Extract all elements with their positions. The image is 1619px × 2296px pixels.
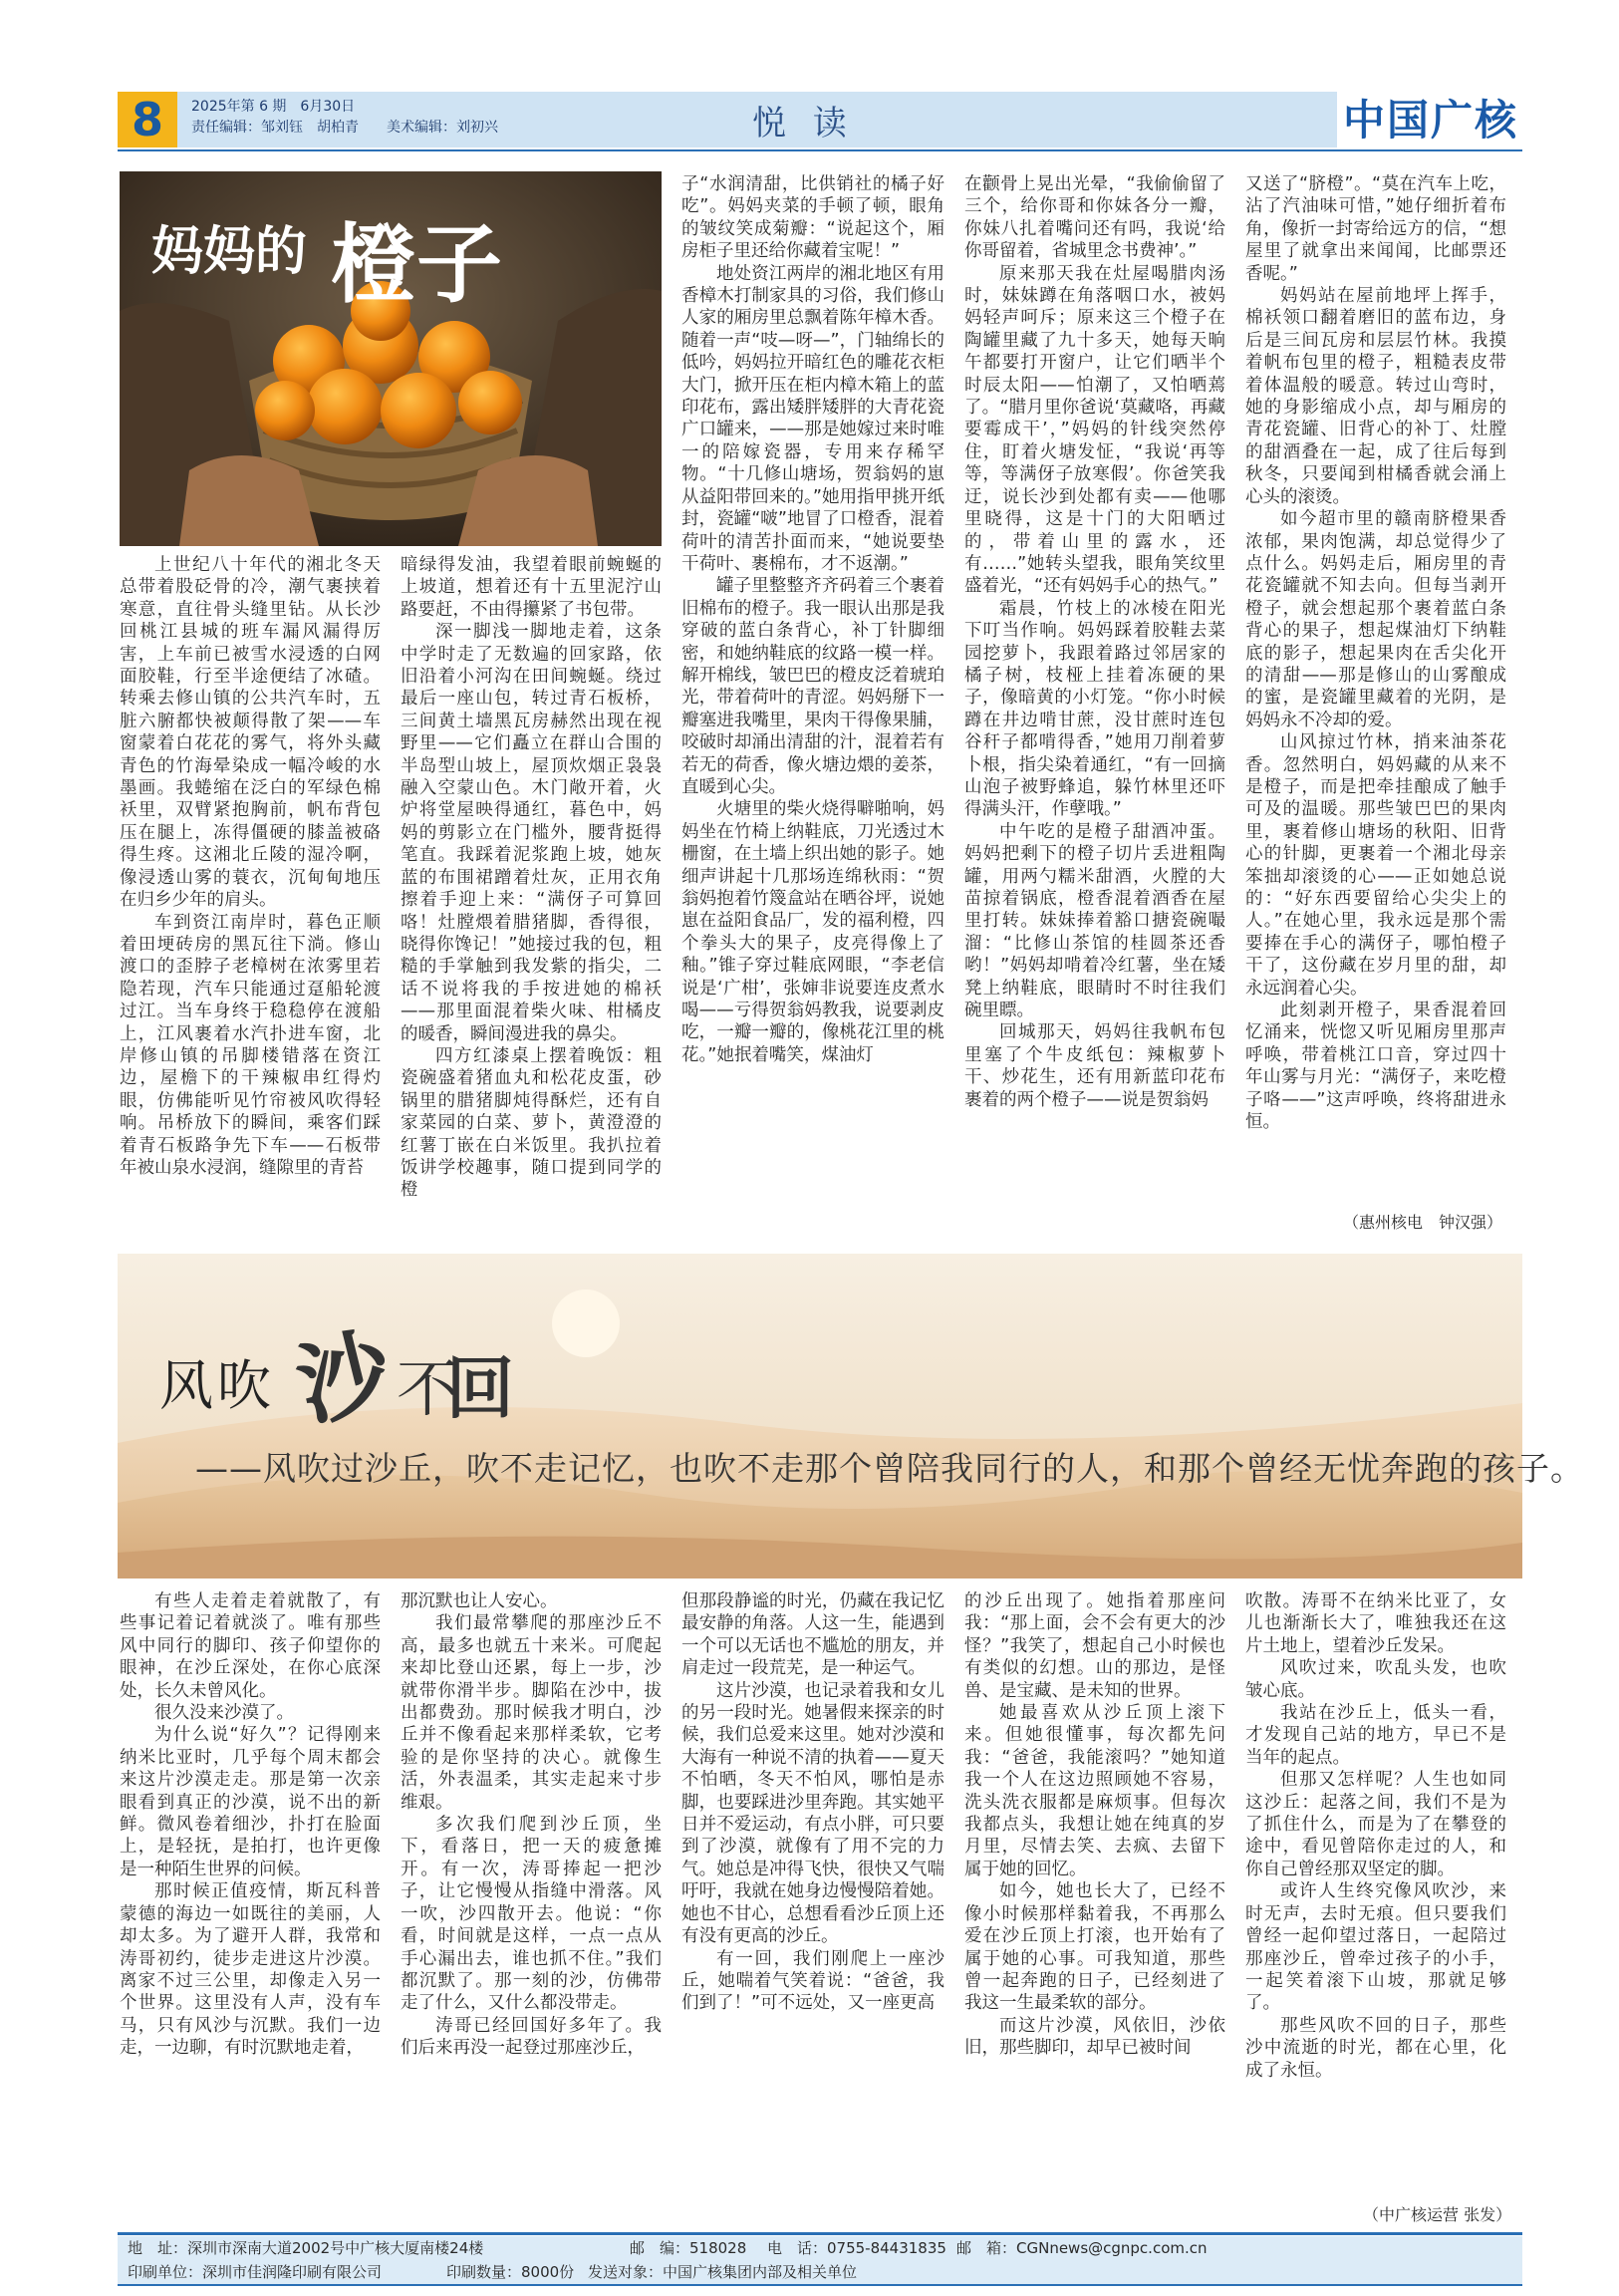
footer-email: 邮 箱：CGNnews@cgnpc.com.cn	[956, 2239, 1208, 2257]
paragraph: 深一脚浅一脚地走着，这条中学时走了无数遍的回家路，依旧沿着小河沟在田间蜿蜒。绕过最后一座山包，转过青石板桥，三间黄土墙黑瓦房赫然出现在视野里——它们矗立在群山合围的半岛型山坡上，屋顶炊烟正袅袅融入空蒙山色。木门敞开着，火炉将堂屋映得通红，暮色中，妈妈的剪影立在门槛外，腰背挺得笔直。我踩着泥浆跑上坡，她灰蓝的布围裙蹭着灶灰，正用衣角擦着手迎上来：“满伢子可算回咯！灶膛煨着腊猪脚，香得很，晓得你馋记！”她接过我的包，粗糙的手掌触到我发紫的指尖，二话不说将我的手按进她的棉袄——那里面混着柴火味、柑橘皮的暖香，瞬间漫进我的鼻尖。	[401, 622, 662, 1044]
paragraph: 我们最常攀爬的那座沙丘不高，最多也就五十来米。可爬起来却比登山还累，每上一步，沙就带你滑半步。脚陷在沙中，拔出都费劲。那时候我才明白，沙丘并不像看起来那样柔软，它考验的是你坚持的决心。就像生活，外表温柔，其实走起来寸步维艰。	[401, 1613, 662, 1813]
paragraph: 四方红漆桌上摆着晚饭：粗瓷碗盛着猪血丸和松花皮蛋，砂锅里的腊猪脚炖得酥烂，还有自家菜园的白菜、萝卜，黄澄澄的红薯丁嵌在白米饭里。我扒拉着饭讲学校趣事，随口提到同学的橙	[401, 1045, 662, 1201]
paragraph: 回城那天，妈妈往我帆布包里塞了个牛皮纸包：辣椒萝卜干、炒花生，还有用新蓝印花布裹着的两个橙子——说是贺翁妈	[964, 1022, 1225, 1110]
article2-byline: （中广核运营 张发）	[1363, 2205, 1512, 2224]
footer-printer: 印刷单位：深圳市佳润隆印刷有限公司	[128, 2263, 383, 2281]
paragraph: 暗绿得发油，我望着眼前蜿蜒的上坡道，想着还有十五里泥泞山路要赶，不由得攥紧了书包带。	[401, 555, 662, 620]
article1-column-3	[681, 173, 944, 1066]
paragraph: 但那又怎样呢？人生也如同这沙丘：起落之间，我们不是为了抓住什么，而是为了在攀登的途中，看见曾陪你走过的人，和你自己曾经那双坚定的脚。	[1245, 1770, 1506, 1879]
newspaper-logo: 中国广核	[1343, 96, 1519, 144]
paragraph: 但那段静谧的时光，仍藏在我记忆最安静的角落。人这一生，能遇到一个可以无话也不尴尬的朋友，并肩走过一段荒芜，是一种运气。	[681, 1591, 944, 1679]
footer-postcode: 邮 编：518028	[630, 2239, 747, 2257]
footer-address: 地 址：深圳市深南大道2002号中广核大厦南楼24楼	[128, 2239, 484, 2257]
paragraph: 而这片沙漠，风依旧，沙依旧，那些脚印，却早已被时间	[964, 2015, 1225, 2059]
footer-quantity: 印刷数量：8000份	[446, 2263, 575, 2281]
article2-column-2	[401, 1590, 662, 2060]
paragraph: 或许人生终究像风吹沙，来时无声，去时无痕。但只要我们曾经一起仰望过落日，一起陪过那座沙丘，曾牵过孩子的小手，一起笑着滚下山坡，那就足够了。	[1245, 1881, 1506, 2014]
paragraph: 那沉默也让人安心。	[401, 1591, 558, 1611]
paragraph: 那些风吹不回的日子，那些沙中流逝的时光，都在心里，化成了永恒。	[1245, 2015, 1506, 2081]
article1-column-4	[964, 173, 1225, 1111]
paragraph: 地处资江两岸的湘北地区有用香樟木打制家具的习俗，我们修山人家的厢房里总飘着陈年樟木香。随着一声“吱—呀—”，门轴绵长的低吟，妈妈拉开暗红色的雕花衣柜大门，掀开压在柜内樟木箱上的蓝印花布，露出矮胖矮胖的大青花瓷广口罐来，——那是她嫁过来时唯一的陪嫁瓷器，专用来存稀罕物。“十几修山塘场，贺翁妈的崽从益阳带回来的。”她用指甲挑开纸封，瓷罐“啵”地冒了口橙香，混着荷叶的清苦扑面而来，“她说要垫干荷叶、裹棉布，才不返潮。”	[681, 263, 944, 574]
article2-title-part1: 风吹	[159, 1354, 275, 1417]
paragraph: 罐子里整整齐齐码着三个裹着旧棉布的橙子。我一眼认出那是我穿破的蓝白条背心，补丁针脚细密，和她纳鞋底的纹路一模一样。解开棉线，皱巴巴的橙皮泛着琥珀光，带着荷叶的青涩。妈妈掰下一瓣塞进我嘴里，果肉干得像果脯，咬破时却涌出清甜的汁，混着若有若无的荷香，像火塘边煨的姜茶，直暖到心尖。	[681, 576, 944, 797]
paragraph: 霜晨，竹枝上的冰棱在阳光下叮当作响。妈妈踩着胶鞋去菜园挖萝卜，我跟着路过邻居家的橘子树，枝桠上挂着冻硬的果子，像暗黄的小灯笼。“你小时候蹲在井边啃甘蔗，没甘蔗时连包谷秆子都啃得香，”她用刀削着萝卜根，指尖染着通红，“有一回摘山泡子被野蜂追，躲竹林里还吓得满头汗，作孽哦。”	[964, 598, 1225, 820]
footer-distribution: 发送对象：中国广核集团内部及相关单位	[588, 2263, 858, 2281]
editors-line: 责任编辑：邹刘钰 胡柏青 美术编辑：刘初兴	[191, 120, 498, 136]
paragraph: 涛哥已经回国好多年了。我们后来再没一起登过那座沙丘，	[401, 2015, 662, 2059]
article2-subtitle: ——风吹过沙丘，吹不走记忆，也吹不走那个曾陪我同行的人，和那个曾经无忧奔跑的孩子。	[195, 1449, 1584, 1488]
paragraph: 如今，她也长大了，已经不像小时候那样黏着我，不再那么爱在沙丘顶上打滚，也开始有了属于她的心事。可我知道，那些曾一起奔跑的日子，已经刻进了我这一生最柔软的部分。	[964, 1881, 1225, 2014]
paragraph: 上世纪八十年代的湘北冬天总带着股砭骨的冷，潮气裹挟着寒意，直往骨头缝里钻。从长沙回桃江县城的班车漏风漏得厉害，上车前已被雪水浸透的白网面胶鞋，行至半途便结了冰碴。转乘去修山镇的公共汽车时，五脏六腑都快被颠得散了架——车窗蒙着白花花的雾气，将外头藏青色的竹海晕染成一幅冷峻的水墨画。我蜷缩在泛白的军绿色棉袄里，双臂紧抱胸前，帆布背包压在腿上，冻得僵硬的膝盖被硌得生疼。这湘北丘陵的湿冷啊，像浸透山雾的蓑衣，沉甸甸地压在归乡少年的肩头。	[120, 555, 381, 911]
footer-rule-bottom	[118, 2284, 1522, 2286]
paragraph: 为什么说“好久”？记得刚来纳米比亚时，几乎每个周末都会来这片沙漠走走。那是第一次亲眼看到真正的沙漠，说不出的新鲜。微风卷着细沙，扑打在脸面上，是轻抚，是拍打，也许更像是一种陌生世界的问候。	[120, 1725, 381, 1879]
paragraph: 风吹过来，吹乱头发，也吹皱心底。	[1245, 1658, 1506, 1701]
paragraph: 多次我们爬到沙丘顶，坐下，看落日，把一天的疲惫摊开。有一次，涛哥捧起一把沙子，让它慢慢从指缝中滑落。风一吹，沙四散开去。他说：“你看，时间就是这样，一点一点从手心漏出去，谁也抓不住。”我们都沉默了。那一刻的沙，仿佛带走了什么，又什么都没带走。	[401, 1815, 662, 2014]
article2-title-sha: 沙	[286, 1314, 403, 1442]
paragraph: 那时候正值疫情，斯瓦科普蒙德的海边一如既往的美丽，人却太多。为了避开人群，我常和涛哥初约，徒步走进这片沙漠。离家不过三公里，却像走入另一个世界。这里没有人声，没有车马，只有风沙与沉默。我们一边走，一边聊，有时沉默地走着，	[120, 1881, 381, 2059]
article1-column-5	[1245, 173, 1506, 1133]
paragraph: 妈妈站在屋前地坪上挥手，棉袄领口翻着磨旧的蓝布边，身后是三间瓦房和层层竹林。我摸着帆布包里的橙子，粗糙表皮带着体温般的暖意。转过山弯时，她的身影缩成小点，却与厢房的青花瓷罐、旧背心的补丁、灶膛的甜酒叠在一起，成了往后每到秋冬，只要闻到柑橘香就会涌上心头的滚烫。	[1245, 286, 1506, 507]
paragraph: 在颧骨上晃出光晕，“我偷偷留了三个，给你哥和你妹各分一瓣，你妹八扎着嘴问还有吗，我说‘给你哥留着，省城里念书费神’。”	[964, 174, 1225, 262]
paragraph: 火塘里的柴火烧得噼啪响，妈妈坐在竹椅上纳鞋底，刀光透过木栅窗，在土墙上织出她的影子。她细声讲起十几那场连绵秋雨：“贺翁妈抱着竹篾盒站在晒谷坪，说她崽在益阳食品厂，发的福利橙，四个拳头大的果子，皮亮得像上了釉。”锥子穿过鞋底网眼，“李老信说是‘广柑’，张婶非说要连皮煮水喝——亏得贺翁妈教我，说要剥皮吃，一瓣一瓣的，像桃花江里的桃花。”她抿着嘴笑，煤油灯	[681, 799, 944, 1065]
footer-rule-top	[118, 2232, 1522, 2235]
paragraph: 有些人走着走着就散了，有些事记着记着就淡了。唯有那些风中同行的脚印、孩子仰望你的眼神，在沙丘深处，在你心底深处，长久未曾风化。	[120, 1591, 381, 1701]
paragraph: 的沙丘出现了。她指着那座问我：“那上面，会不会有更大的沙怪？”我笑了，想起自己小时候也有类似的幻想。山的那边，是怪兽、是宝藏、是未知的世界。	[964, 1591, 1225, 1701]
paragraph: 子“水润清甜，比供销社的橘子好吃”。妈妈夹菜的手顿了顿，眼角的皱纹笑成菊瓣：“说起这个，厢房柜子里还给你藏着宝呢！”	[681, 174, 944, 262]
article2-column-5	[1245, 1590, 1506, 2082]
section-title: 悦 读	[752, 104, 855, 144]
header-rule	[118, 149, 1522, 151]
paragraph: 又送了“脐橙”。“莫在汽车上吃，沾了汽油味可惜，”她仔细折着布角，像折一封寄给远方的信，“想屋里了就拿出来闻闻，比邮票还香呢。”	[1245, 174, 1506, 284]
paragraph: 此刻剥开橙子，果香混着回忆涌来，恍惚又听见厢房里那声呼唤，带着桃江口音，穿过四十年山雾与月光：“满伢子，来吃橙子咯——”这声呼唤，终将甜进永恒。	[1245, 1001, 1506, 1133]
article1-byline: （惠州核电 钟汉强）	[1343, 1213, 1503, 1232]
footer-phone: 电 话：0755-84431835	[767, 2239, 946, 2257]
article2-title-hui: 回	[446, 1349, 515, 1429]
article1-title-part2: 橙子	[331, 214, 502, 315]
paragraph: 我站在沙丘上，低头一看，才发现自己站的地方，早已不是当年的起点。	[1245, 1703, 1506, 1768]
article2-title-bu: 不	[397, 1352, 459, 1425]
paragraph: 她最喜欢从沙丘顶上滚下来。但她很懂事，每次都先问我：“爸爸，我能滚吗？”她知道我一个人在这边照顾她不容易，洗头洗衣服都是麻烦事。但每次我都点头，我想让她在纯真的岁月里，尽情去笑、去疯、去留下属于她的回忆。	[964, 1703, 1225, 1879]
paragraph: 车到资江南岸时，暮色正顺着田埂砖房的黑瓦往下淌。修山渡口的歪脖子老樟树在浓雾里若隐若现，汽车只能通过趸船轮渡过江。当车身终于稳稳停在渡船上，江风裹着水汽扑进车窗，北岸修山镇的吊脚楼错落在资江边，屋檐下的干辣椒串红得灼眼，仿佛能听见竹帘被风吹得轻响。吊桥放下的瞬间，乘客们踩着青石板路争先下车——石板带年被山泉水浸润，缝隙里的青苔	[120, 912, 381, 1178]
article1-column-1	[120, 554, 381, 1179]
paragraph: 中午吃的是橙子甜酒冲蛋。妈妈把剩下的橙子切片丢进粗陶罐，用两勺糯米甜酒，火膛的大苗掠着锅底，橙香混着酒香在屋里打转。妹妹捧着豁口搪瓷碗嘬溜：“比修山茶馆的桂圆茶还香哟！”妈妈却啃着冷红薯，坐在矮凳上纳鞋底，眼睛时不时往我们碗里瞟。	[964, 821, 1225, 1021]
paragraph: 吹散。涛哥不在纳米比亚了，女儿也渐渐长大了，唯独我还在这片土地上，望着沙丘发呆。	[1245, 1591, 1506, 1656]
article1-column-2	[401, 554, 662, 1202]
paragraph: 很久没来沙漠了。	[154, 1703, 294, 1724]
paragraph: 这片沙漠，也记录着我和女儿的另一段时光。她暑假来探亲的时候，我们总爱来这里。她对沙漠和大海有一种说不清的执着——夏天不怕晒，冬天不怕风，哪怕是赤脚，也要踩进沙里奔跑。其实她平日并不爱运动，有点小胖，可只要到了沙漠，就像有了用不完的力气。她总是冲得飞快，很快又气喘吁吁，我就在她身边慢慢陪着她。她也不甘心，总想看看沙丘顶上还有没有更高的沙丘。	[681, 1680, 944, 1947]
article2-column-1	[120, 1590, 381, 2060]
article2-column-3	[681, 1590, 944, 2015]
article1-title-part1: 妈妈的	[151, 221, 308, 282]
paragraph: 山风掠过竹林，捎来油茶花香。忽然明白，妈妈藏的从来不是橙子，而是把牵挂酿成了触手可及的温暖。那些皱巴巴的果肉里，裹着修山塘场的秋阳、旧背心的针脚，更裹着一个湘北母亲笨拙却滚烫的心——正如她总说的：“好东西要留给心尖尖上的人。”在她心里，我永远是那个需要捧在手心的满伢子，哪怕橙子干了，这份藏在岁月里的甜，却永远润着心尖。	[1245, 732, 1506, 999]
issue-date: 2025年第 6 期 6月30日	[191, 99, 356, 115]
paragraph: 如今超市里的赣南脐橙果香浓郁，果肉饱满，却总觉得少了点什么。妈妈走后，厢房里的青花瓷罐就不知去向。但每当剥开橙子，就会想起那个裹着蓝白条背心的果子，想起煤油灯下纳鞋底的影子，想起果肉在舌尖化开的清甜——那是修山的山雾酿成的蜜，是瓷罐里藏着的光阴，是妈妈永不冷却的爱。	[1245, 509, 1506, 730]
paragraph: 有一回，我们刚爬上一座沙丘，她喘着气笑着说：“爸爸，我们到了！”可不远处，又一座更高	[681, 1948, 944, 2014]
article2-column-4	[964, 1590, 1225, 2060]
page-number: 8	[118, 92, 177, 147]
paragraph: 原来那天我在灶屋喝腊肉汤时，妹妹蹲在角落咽口水，被妈妈轻声呵斥；原来这三个橙子在陶罐里藏了九十多天，她每天晌午都要打开窗户，让它们晒半个时辰太阳——怕潮了，又怕晒蔫了。“腊月里你爸说‘莫藏咯，再藏要霉成干’，”妈妈的针线突然停住，盯着火塘发怔，“我说‘再等等，等满伢子放寒假’。你爸笑我迂，说长沙到处都有卖——他哪里晓得，这是十门的大阳晒过的，带着山里的露水，还有……”她转头望我，眼角笑纹里盛着光，“还有妈妈手心的热气。”	[964, 263, 1225, 597]
